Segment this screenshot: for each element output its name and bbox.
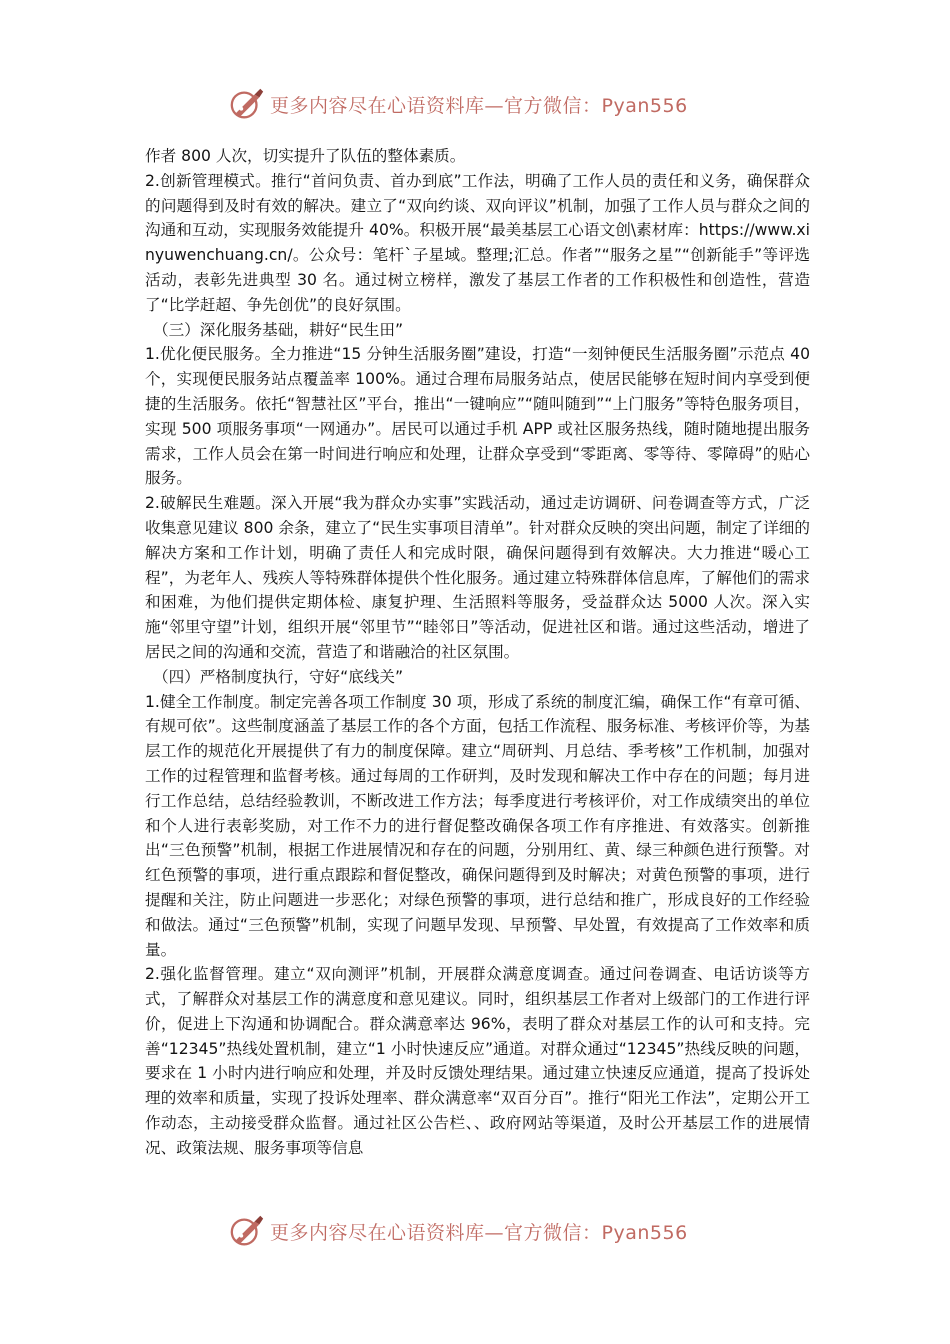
header-banner xyxy=(228,84,748,124)
paragraph: 1.健全工作制度。制定完善各项工作制度 30 项，形成了系统的制度汇编，确保工作“有章可循、有规可依”。这些制度涵盖了基层工作的各个方面，包括工作流程、服务标准、考核评价等，为基层工作的规范化开展提供了有力的制度保障。建立“周研判、月总结、季考核”工作机制，加强对工作的过程管理和监督考核。通过每周的工作研判，及时发现和解决工作中存在的问题；每月进行工作总结，总结经验教训，不断改进工作方法；每季度进行考核评价，对工作成绩突出的单位和个人进行表彰奖励，对工作不力的进行督促整改确保各项工作有序推进、有效落实。创新推出“三色预警”机制，根据工作进展情况和存在的问题，分别用红、黄、绿三种颜色进行预警。对红色预警的事项，进行重点跟踪和督促整改，确保问题得到及时解决；对黄色预警的事项，进行提醒和关注，防止问题进一步恶化；对绿色预警的事项，进行总结和推广，形成良好的工作经验和做法。通过“三色预警”机制，实现了问题早发现、早预警、早处置，有效提高了工作效率和质量。 xyxy=(145,692,810,959)
pen-logo-icon xyxy=(228,85,266,123)
pen-logo-icon xyxy=(228,1212,266,1250)
paragraph: 2.强化监督管理。建立“双向测评”机制，开展群众满意度调查。通过问卷调查、电话访谈等方式，了解群众对基层工作的满意度和意见建议。同时，组织基层工作者对上级部门的工作进行评价，促进上下沟通和协调配合。群众满意率达 96%，表明了群众对基层工作的认可和支持。完善“12345”热线处置机制，建立“1 小时快速反应”通道。对群众通过“12345”热线反映的问题，要求在 1 小时内进行响应和处理，并及时反馈处理结果。通过建立快速反应通道，提高了投诉处理的效率和质量，实现了投诉处理率、群众满意率“双百分百”。推行“阳光工作法”，定期公开工作动态，主动接受群众监督。通过社区公告栏、、政府网站等渠道，及时公开基层工作的进展情况、政策法规、服务事项等信息 xyxy=(145,965,810,1157)
paragraph: 2.破解民生难题。深入开展“我为群众办实事”实践活动，通过走访调研、问卷调查等方式，广泛收集意见建议 800 余条，建立了“民生实事项目清单”。针对群众反映的突出问题，制定了详细的解决方案和工作计划，明确了责任人和完成时限，确保问题得到有效解决。大力推进“暖心工程”，为老年人、残疾人等特殊群体提供个性化服务。通过建立特殊群体信息库，了解他们的需求和困难，为他们提供定期体检、康复护理、生活照料等服务，受益群众达 5000 人次。深入实施“邻里守望”计划，组织开展“邻里节”“睦邻日”等活动，促进社区和谐。通过这些活动，增进了居民之间的沟通和交流，营造了和谐融洽的社区氛围。 xyxy=(145,494,810,661)
banner-text: 更多内容尽在心语资料库—官方微信：Pyan556 xyxy=(270,94,688,117)
banner-text: 更多内容尽在心语资料库—官方微信：Pyan556 xyxy=(270,1221,688,1244)
document-body xyxy=(145,144,810,1161)
footer-banner xyxy=(228,1211,748,1251)
paragraph: 2.创新管理模式。推行“首问负责、首办到底”工作法，明确了工作人员的责任和义务，确保群众的问题得到及时有效的解决。建立了“双向约谈、双向评议”机制，加强了工作人员与群众之间的沟通和互动，实现服务效能提升 40%。积极开展“最美基层工心语文创\素材库：https://www.xinyuwenchuang.cn/。公众号：笔杆`子星域。整理;汇总。作者”“服务之星”“创新能手”等评选活动，表彰先进典型 30 名。通过树立榜样，激发了基层工作者的工作积极性和创造性，营造了“比学赶超、争先创优”的良好氛围。 xyxy=(145,171,810,314)
section-heading: （三）深化服务基础，耕好“民生田” xyxy=(153,320,404,339)
paragraph: 1.优化便民服务。全力推进“15 分钟生活服务圈”建设，打造“一刻钟便民生活服务圈”示范点 40 个，实现便民服务站点覆盖率 100%。通过合理布局服务站点，使居民能够在短时间内享受到便捷的生活服务。依托“智慧社区”平台，推出“一键响应”“随叫随到”“上门服务”等特色服务项目，实现 500 项服务事项“一网通办”。居民可以通过手机 APP 或社区服务热线，随时随地提出服务需求，工作人员会在第一时间进行响应和处理，让群众享受到“零距离、零等待、零障碍”的贴心服务。 xyxy=(145,345,810,488)
section-heading: （四）严格制度执行，守好“底线关” xyxy=(153,667,404,686)
paragraph: 作者 800 人次，切实提升了队伍的整体素质。 xyxy=(145,147,466,165)
